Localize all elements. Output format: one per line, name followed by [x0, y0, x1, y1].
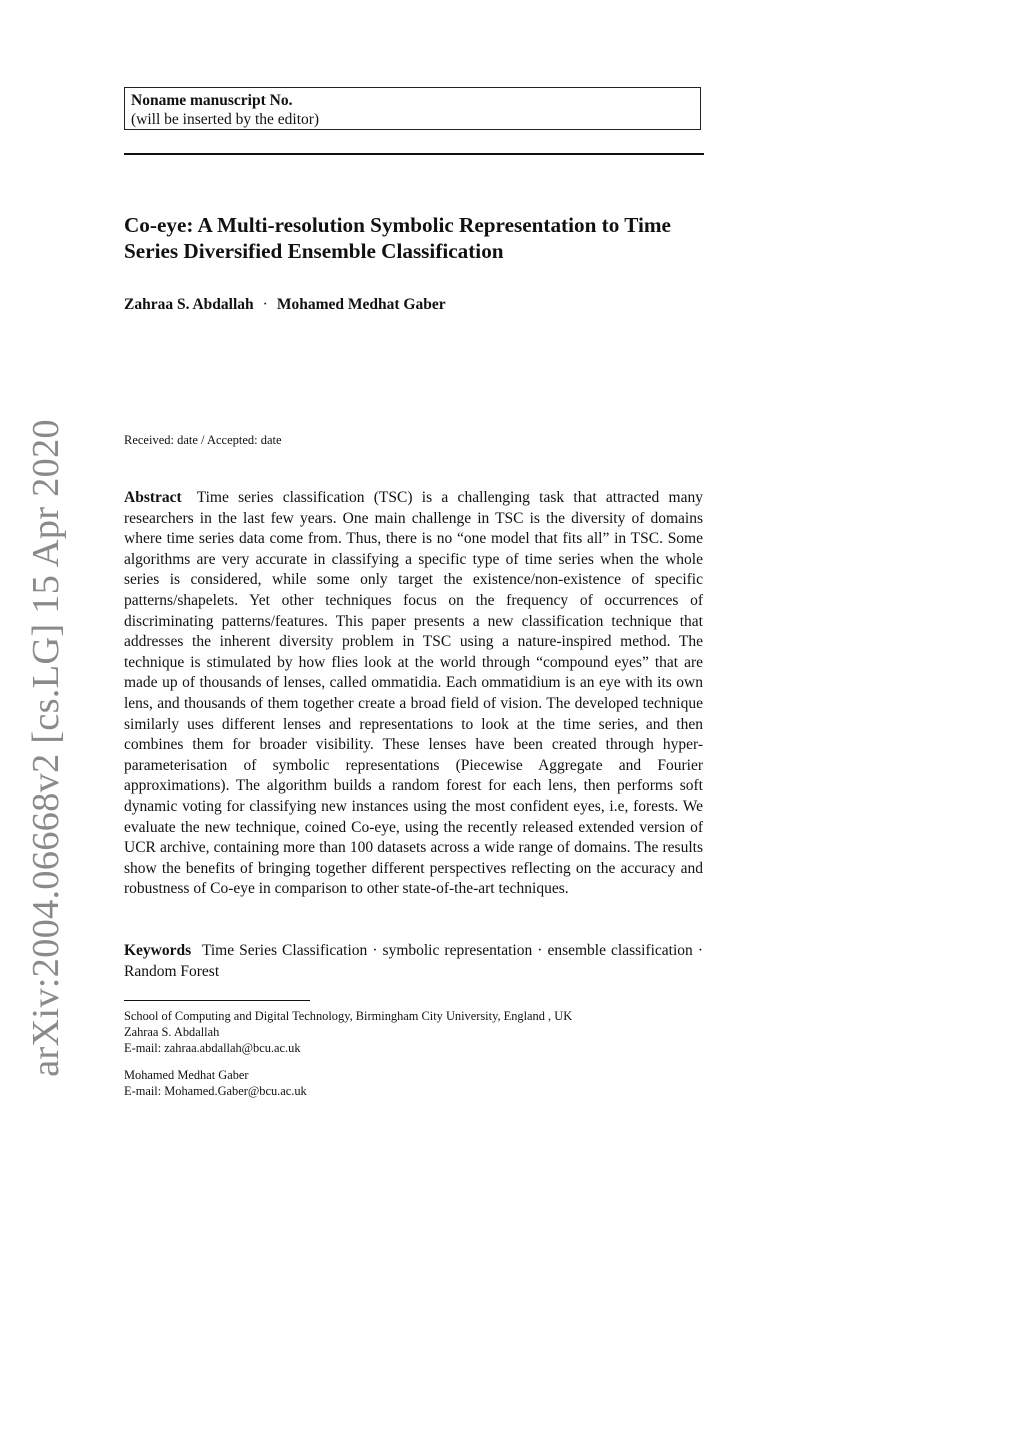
received-accepted-dates: Received: date / Accepted: date: [124, 433, 282, 447]
author-footnote: [124, 1008, 704, 1099]
author-name: Mohamed Medhat Gaber: [276, 296, 446, 313]
footnote-author-email: E-mail: zahraa.abdallah@bcu.ac.uk: [124, 1041, 301, 1056]
footnote-author-name: Zahraa S. Abdallah: [124, 1025, 220, 1040]
manuscript-number-label: Noname manuscript No.: [131, 92, 293, 109]
keywords-text: Time Series Classification · symbolic representation · ensemble classification · Random Forest: [124, 942, 703, 980]
abstract-paragraph: [124, 488, 703, 900]
author-separator: ·: [262, 296, 268, 313]
arxiv-identifier-stamp: arXiv:2004.06668v2 [cs.LG] 15 Apr 2020: [25, 419, 67, 1077]
abstract-text: Time series classification (TSC) is a challenging task that attracted many researchers in the last few years. One main challenge in TSC is the diversity of domains where time series data come from. Thus, there is no “one model that fits all” in TSC. Some algorithms are very accurate in classifying a specific type of time series when the whole series is considered, while some only target the existence/non-existence of specific patterns/shapelets. Yet other techniques focus on the frequency of occurrences of discriminating patterns/features. This paper presents a new classification technique that addresses the inherent diversity problem in TSC using a nature-inspired method. The technique is stimulated by how flies look at the world through “compound eyes” that are made up of thousands of lenses, called ommatidia. Each ommatidium is an eye with its own lens, and thousands of them together create a broad field of vision. The developed technique similarly uses different lenses and representations to look at the time series, and then combines them for broader visibility. These lenses have been created through hyper-parameterisation of symbolic representations (Piecewise Aggregate and Fourier approximations). The algorithm builds a random forest for each lens, then performs soft dynamic voting for classifying new instances using the most confident eyes, i.e, forests. We evaluate the new technique, coined Co-eye, using the recently released extended version of UCR archive, containing more than 100 datasets across a wide range of domains. The results show the benefits of bringing together different perspectives reflecting on the accuracy and robustness of Co-eye in comparison to other state-of-the-art techniques.: [124, 489, 703, 898]
footnote-divider: [124, 1000, 310, 1001]
footnote-author-name: Mohamed Medhat Gaber: [124, 1067, 249, 1082]
manuscript-editor-note: (will be inserted by the editor): [131, 111, 320, 128]
affiliation: School of Computing and Digital Technology, Birmingham City University, England , UK: [124, 1009, 573, 1023]
author-name: Zahraa S. Abdallah: [124, 296, 254, 313]
title-divider: [124, 153, 704, 155]
manuscript-number-box: [124, 87, 701, 130]
keywords-paragraph: [124, 941, 703, 982]
keywords-label: Keywords: [124, 942, 192, 959]
paper-title: Co-eye: A Multi-resolution Symbolic Representation to Time Series Diversified Ensemble Classification: [124, 213, 671, 263]
footnote-author-email: E-mail: Mohamed.Gaber@bcu.ac.uk: [124, 1083, 307, 1098]
abstract-label: Abstract: [124, 489, 182, 506]
author-list: [124, 296, 446, 314]
